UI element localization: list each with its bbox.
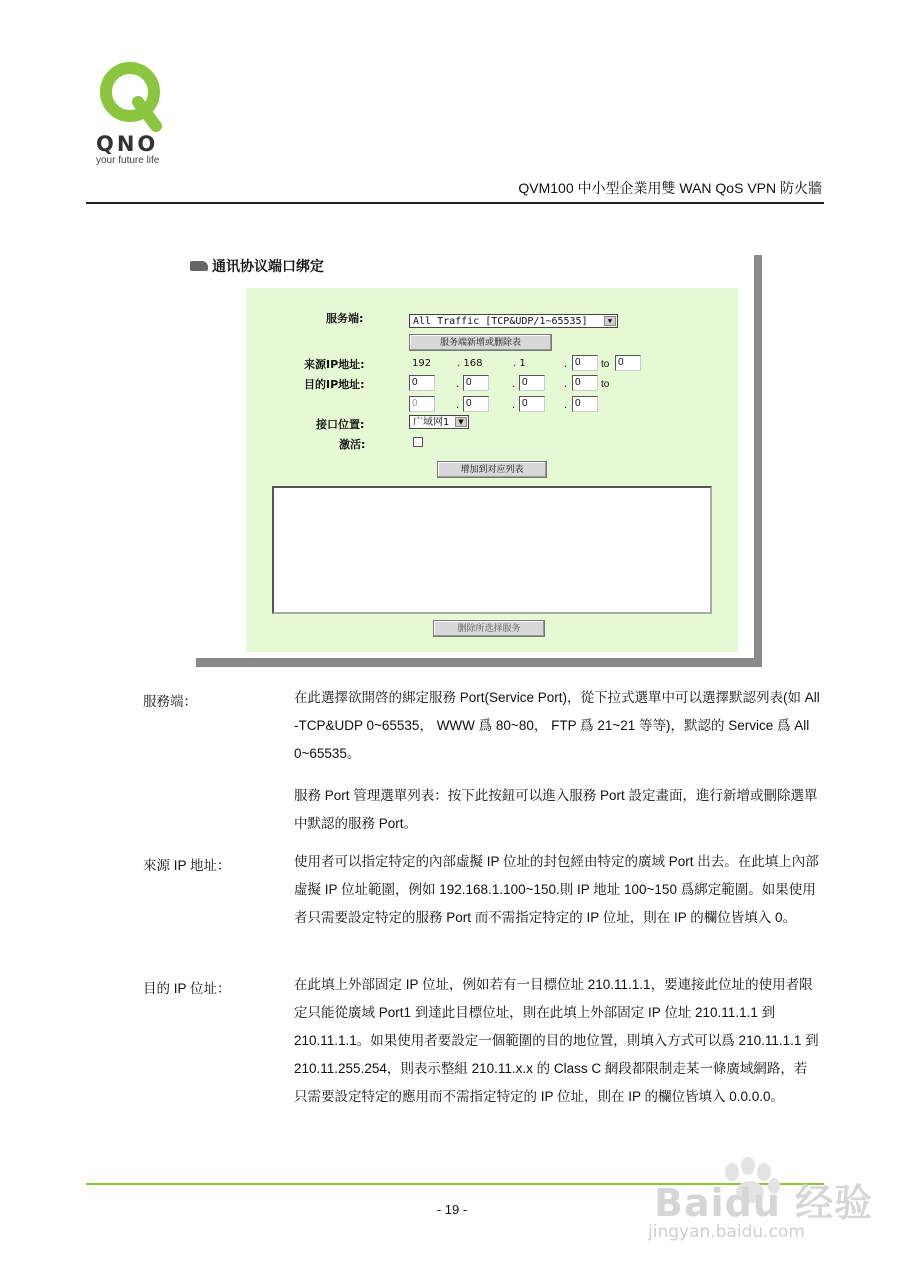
service-list-box[interactable] xyxy=(272,486,712,614)
watermark-url: jingyan.baidu.com xyxy=(648,1222,805,1242)
dest-ip-end-octet-1[interactable]: 0 xyxy=(409,396,435,412)
logo-tagline: your future life xyxy=(96,155,160,166)
section-term-service: 服務端： xyxy=(143,694,197,709)
dot-separator: . xyxy=(456,378,460,390)
source-ip-start-input[interactable]: 0 xyxy=(572,355,598,371)
section-term-dest-ip: 目的 IP 位址： xyxy=(143,981,231,996)
source-ip-octet-1: 192 xyxy=(412,358,432,369)
interface-select[interactable] xyxy=(409,415,469,429)
dest-ip-start-octet-3[interactable]: 0 xyxy=(519,375,545,391)
section-desc-service xyxy=(294,684,820,838)
dest-ip-start-octet-1[interactable]: 0 xyxy=(409,375,435,391)
paragraph: 在此填上外部固定 IP 位址，例如若有一目標位址 210.11.1.1，要連接此位址的使用者限定只能從廣域 Port1 到達此目標位址，則在此填上外部固定 IP 位址 210.11.1.1 到 210.11.1.1。如果使用者要設定一個範圍的目的地位置，則填入方式可以爲 210.11.1.1 到 210.11.255.254，則表示整組 210.11.x.x 的 Class C 網段都限制走某一條廣域網路，若只需要設定特定的應用而不需指定特定的 IP 位址，則在 IP 的欄位皆填入 0.0.0.0。 xyxy=(294,977,819,1104)
activate-label: 激活: xyxy=(339,438,366,451)
to-text: to xyxy=(601,379,610,390)
section-desc-source-ip xyxy=(294,848,820,932)
dot-separator: . xyxy=(456,399,460,411)
document-title: QVM100 中小型企業用雙 WAN QoS VPN 防火牆 xyxy=(518,180,822,196)
dest-ip-start-octet-2[interactable]: 0 xyxy=(463,375,489,391)
panel-title xyxy=(190,256,324,276)
page-number: - 19 - xyxy=(436,1202,468,1217)
paragraph: 服務 Port 管理選單列表：按下此按鈕可以進入服務 Port 設定畫面，進行新增或刪除選單中默認的服務 Port。 xyxy=(294,788,818,831)
to-text: to xyxy=(601,359,610,370)
service-label: 服务端: xyxy=(326,312,364,325)
chevron-down-icon: ▼ xyxy=(604,316,616,326)
source-ip-label: 来源IP地址: xyxy=(304,358,365,371)
dot-separator: . xyxy=(564,358,568,370)
section-desc-dest-ip xyxy=(294,971,820,1111)
source-ip-octet-3: . 1 xyxy=(513,358,526,369)
paragraph: 在此選擇欲開啓的綁定服務 Port(Service Port)，從下拉式選單中可以選擇默認列表(如 All -TCP&UDP 0~65535， WWW 爲 80~80， FTP 爲 21~21 等等)，默認的 Service 爲 All 0~65535。 xyxy=(294,690,820,761)
source-ip-end-input[interactable]: 0 xyxy=(615,355,641,371)
service-select[interactable] xyxy=(409,314,618,328)
service-select-value: All Traffic [TCP&UDP/1~65535] xyxy=(413,316,588,327)
dot-separator: . xyxy=(564,399,568,411)
delete-selected-button[interactable]: 删除所选择服务 xyxy=(433,620,545,637)
title-bullet-icon xyxy=(190,261,208,271)
interface-label: 接口位置: xyxy=(316,418,365,431)
paragraph: 使用者可以指定特定的內部虛擬 IP 位址的封包經由特定的廣域 Port 出去。在此填上內部虛擬 IP 位址範圍，例如 192.168.1.100~150.則 IP 地址 100~150 爲綁定範圍。如果使用者只需要設定特定的服務 Port 而不需指定特定的 IP 位址，則在 IP 的欄位皆填入 0。 xyxy=(294,854,819,925)
dot-separator: . xyxy=(564,378,568,390)
add-to-list-button[interactable]: 增加到对应列表 xyxy=(437,461,547,478)
watermark-brand: Baidu 经验 xyxy=(654,1181,874,1225)
dest-ip-end-octet-3[interactable]: 0 xyxy=(519,396,545,412)
activate-checkbox[interactable] xyxy=(413,437,423,447)
dest-ip-end-octet-2[interactable]: 0 xyxy=(463,396,489,412)
header-divider xyxy=(86,202,824,204)
logo-text: QNO xyxy=(96,132,159,156)
dot-separator: . xyxy=(512,378,516,390)
panel-title-text: 通讯协议端口绑定 xyxy=(212,258,324,274)
interface-select-value: 广域网1 xyxy=(413,417,450,428)
dot-separator: . xyxy=(512,399,516,411)
section-term-source-ip: 來源 IP 地址： xyxy=(143,858,231,873)
source-ip-octet-2: . 168 xyxy=(457,358,483,369)
dest-ip-start-octet-4[interactable]: 0 xyxy=(572,375,598,391)
dest-ip-end-octet-4[interactable]: 0 xyxy=(572,396,598,412)
chevron-down-icon: ▼ xyxy=(455,417,467,427)
dest-ip-label: 目的IP地址: xyxy=(304,378,365,391)
service-manage-button[interactable]: 服务端新增或删除表 xyxy=(409,334,552,351)
